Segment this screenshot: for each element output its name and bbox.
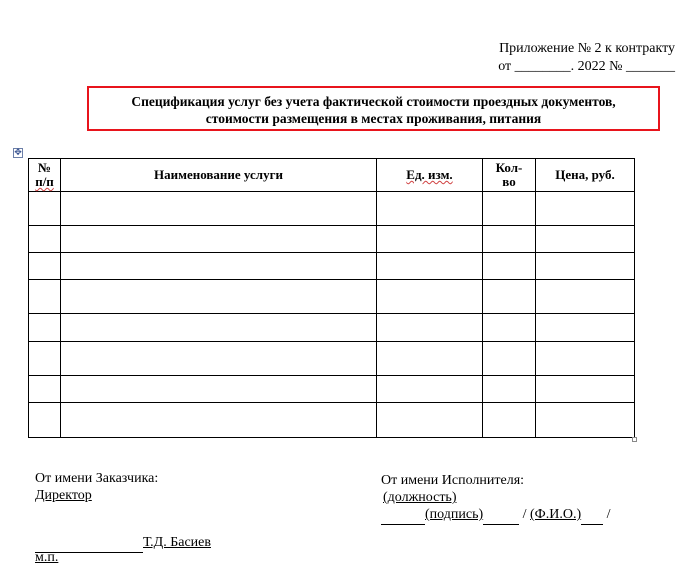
- header-unit: [377, 159, 483, 192]
- table-row: [29, 226, 635, 253]
- header-number-line-2: п/п: [35, 174, 54, 189]
- table-cell[interactable]: [536, 253, 635, 280]
- table-row: [29, 376, 635, 403]
- table-cell[interactable]: [29, 280, 61, 314]
- appendix-line-2: от ________. 2022 № _______: [498, 59, 675, 74]
- table-row: [29, 314, 635, 342]
- slash: /: [606, 507, 611, 522]
- table-cell[interactable]: [536, 192, 635, 226]
- table-cell[interactable]: [29, 314, 61, 342]
- table-row: [29, 253, 635, 280]
- table-cell[interactable]: [29, 226, 61, 253]
- table-cell[interactable]: [61, 314, 377, 342]
- table-cell[interactable]: [536, 226, 635, 253]
- table-cell[interactable]: [61, 253, 377, 280]
- table-cell[interactable]: [483, 226, 536, 253]
- contractor-signature-line: [381, 506, 611, 525]
- table-cell[interactable]: [377, 376, 483, 403]
- table-cell[interactable]: [61, 342, 377, 376]
- table-cell[interactable]: [536, 314, 635, 342]
- contractor-signature: (подпись): [425, 507, 484, 522]
- table-cell[interactable]: [377, 192, 483, 226]
- signature-blank: [483, 506, 519, 525]
- customer-on-behalf: От имени Заказчика:: [35, 471, 159, 486]
- table-cell[interactable]: [377, 403, 483, 438]
- table-cell[interactable]: [61, 376, 377, 403]
- table-cell[interactable]: [536, 280, 635, 314]
- table-cell[interactable]: [377, 314, 483, 342]
- table-cell[interactable]: [483, 342, 536, 376]
- table-cell[interactable]: [483, 192, 536, 226]
- table-cell[interactable]: [61, 403, 377, 438]
- header-number-line-1: №: [37, 160, 52, 175]
- table-cell[interactable]: [536, 342, 635, 376]
- header-quantity-line-1: Кол-: [495, 160, 523, 175]
- table-cell[interactable]: [483, 376, 536, 403]
- table-cell[interactable]: [61, 192, 377, 226]
- header-quantity: [483, 159, 536, 192]
- table-resize-handle[interactable]: [632, 437, 637, 442]
- table-move-handle-icon[interactable]: ✥: [14, 148, 22, 158]
- table-header-row: [29, 159, 635, 192]
- appendix-line-1: Приложение № 2 к контракту: [499, 41, 675, 56]
- appendix-reference: [498, 40, 675, 76]
- table-cell[interactable]: [483, 280, 536, 314]
- customer-signature-line: [35, 534, 211, 553]
- table-cell[interactable]: [61, 226, 377, 253]
- table-cell[interactable]: [29, 253, 61, 280]
- table-row: [29, 403, 635, 438]
- table-cell[interactable]: [483, 403, 536, 438]
- table-cell[interactable]: [29, 403, 61, 438]
- customer-position: Директор: [35, 488, 92, 503]
- table-cell[interactable]: [483, 253, 536, 280]
- table-row: [29, 280, 635, 314]
- table-cell[interactable]: [377, 280, 483, 314]
- table-cell[interactable]: [29, 192, 61, 226]
- table-cell[interactable]: [377, 253, 483, 280]
- stamp-mark: м.п.: [35, 550, 59, 565]
- header-price: Цена, руб.: [536, 159, 635, 192]
- table-cell[interactable]: [536, 403, 635, 438]
- table-row: [29, 342, 635, 376]
- title-line-2: стоимости размещения в местах проживания, питания: [205, 111, 542, 126]
- header-number: [29, 159, 61, 192]
- table-cell[interactable]: [29, 342, 61, 376]
- header-service-name: Наименование услуги: [61, 159, 377, 192]
- customer-signer: Т.Д. Басиев: [143, 535, 211, 550]
- contractor-fio: (Ф.И.О.): [530, 507, 582, 522]
- table-cell[interactable]: [536, 376, 635, 403]
- document-title: [87, 86, 660, 131]
- table-cell[interactable]: [29, 376, 61, 403]
- specification-table: [28, 158, 635, 438]
- signature-blank: [581, 506, 603, 525]
- contractor-position: (должность): [383, 490, 457, 505]
- header-unit-text: Ед. изм.: [406, 167, 453, 182]
- table-cell[interactable]: [483, 314, 536, 342]
- table-cell[interactable]: [61, 280, 377, 314]
- table-cell[interactable]: [377, 342, 483, 376]
- table-row: [29, 192, 635, 226]
- slash: /: [522, 507, 527, 522]
- table-cell[interactable]: [377, 226, 483, 253]
- signature-blank: [381, 506, 425, 525]
- title-line-1: Спецификация услуг без учета фактической стоимости проездных документов,: [131, 94, 616, 109]
- header-quantity-line-2: во: [502, 174, 516, 189]
- contractor-on-behalf: От имени Исполнителя:: [381, 473, 525, 488]
